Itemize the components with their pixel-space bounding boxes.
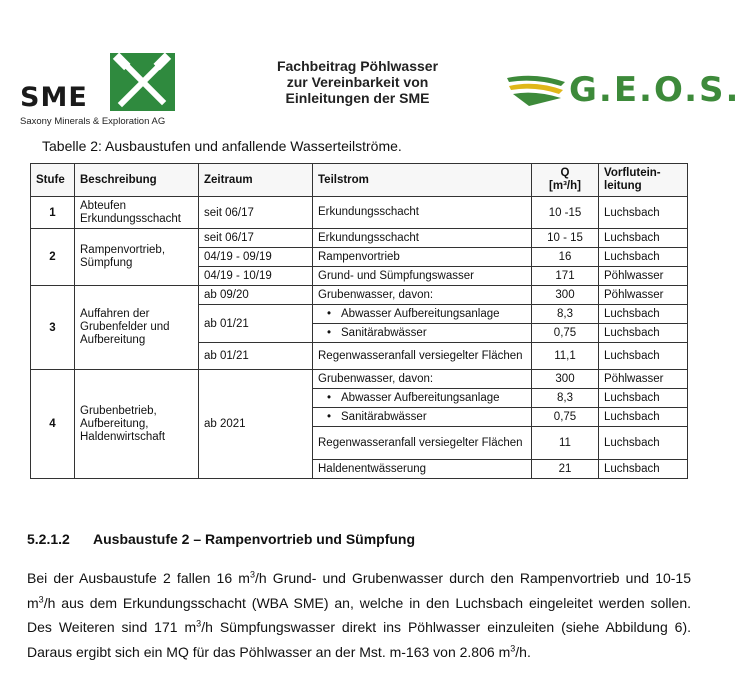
vorfluter-cell: Luchsbach <box>599 460 688 479</box>
section-title: Ausbaustufe 2 – Rampenvortrieb und Sümpfung <box>93 531 416 547</box>
sme-logo-text: SME <box>20 82 88 113</box>
table-row <box>31 286 688 305</box>
sme-company-name: Saxony Minerals & Exploration AG <box>20 116 166 127</box>
vorfluter-cell: Luchsbach <box>599 248 688 267</box>
table-caption: Tabelle 2: Ausbaustufen und anfallende Wasserteilströme. <box>42 138 402 154</box>
table-row <box>31 229 688 248</box>
teilstrom-cell <box>313 324 532 343</box>
section-number: 5.2.1.2 <box>27 531 70 547</box>
zeitraum-cell: ab 01/21 <box>199 343 313 370</box>
zeitraum-cell: 04/19 - 10/19 <box>199 267 313 286</box>
unit-per-hour: /h <box>254 570 267 586</box>
teilstrom-text: Sanitärabwässer <box>341 326 427 339</box>
teilstrom-text: Sanitärabwässer <box>341 410 427 423</box>
teilstrom-cell: Regenwasseranfall versiegelter Flächen <box>313 427 532 460</box>
zeitraum-cell: seit 06/17 <box>199 229 313 248</box>
teilstrom-cell: Grubenwasser, davon: <box>313 370 532 389</box>
column-header-stufe: Stufe <box>31 164 75 197</box>
stufe-number: 4 <box>31 370 75 479</box>
bullet-icon: • <box>327 326 332 339</box>
unit-base: m <box>498 644 511 661</box>
body-paragraph <box>27 566 691 665</box>
stufe-description: Auffahren der Grubenfelder und Aufbereitung <box>75 286 199 370</box>
table-row <box>31 197 688 229</box>
table-header-row <box>31 164 688 197</box>
q-cell: 8,3 <box>532 305 599 324</box>
unit-exponent: 3 <box>38 594 44 605</box>
column-header-teilstrom: Teilstrom <box>313 164 532 197</box>
q-cell: 0,75 <box>532 324 599 343</box>
q-cell: 21 <box>532 460 599 479</box>
teilstrom-text: Abwasser Aufbereitungsanlage <box>341 391 500 404</box>
teilstrom-cell <box>313 408 532 427</box>
bullet-icon: • <box>327 391 332 404</box>
stufe-number: 1 <box>31 197 75 229</box>
unit-base: m <box>27 594 39 611</box>
zeitraum-cell: seit 06/17 <box>199 197 313 229</box>
zeitraum-cell: 04/19 - 09/19 <box>199 248 313 267</box>
vorfluter-cell: Luchsbach <box>599 408 688 427</box>
doc-title-line: zur Vereinbarkeit von <box>286 74 429 90</box>
crossed-hammers-icon <box>110 53 175 111</box>
doc-title-line: Fachbeitrag Pöhlwasser <box>276 58 439 74</box>
doc-title-line: Einleitungen der SME <box>285 90 430 106</box>
text-fragment: . <box>526 644 531 661</box>
stufe-description: Grubenbetrieb, Aufbereitung, Haldenwirtschaft <box>75 370 199 479</box>
zeitraum-cell: ab 01/21 <box>199 305 313 343</box>
unit-m3h <box>499 644 527 660</box>
unit-per-hour: /h <box>201 619 213 636</box>
unit-exponent: 3 <box>196 618 202 629</box>
teilstrom-cell: Rampenvortrieb <box>313 248 532 267</box>
geos-logo <box>505 70 740 110</box>
vorfluter-cell: Luchsbach <box>599 324 688 343</box>
unit-per-hour: /h <box>43 594 56 611</box>
teilstrom-text: Abwasser Aufbereitungsanlage <box>341 307 500 320</box>
vorfluter-cell: Luchsbach <box>599 229 688 248</box>
unit-m3h <box>27 595 55 611</box>
teilstrom-cell: Regenwasseranfall versiegelter Flächen <box>313 343 532 370</box>
teilstrom-cell: Grund- und Sümpfungswasser <box>313 267 532 286</box>
unit-per-hour: /h <box>515 644 527 661</box>
unit-exponent: 3 <box>510 643 516 654</box>
teilstrom-cell: Erkundungsschacht <box>313 229 532 248</box>
stufe-number: 3 <box>31 286 75 370</box>
stufe-description: Abteufen Erkundungsschacht <box>75 197 199 229</box>
vorfluter-cell: Luchsbach <box>599 197 688 229</box>
stufe-number: 2 <box>31 229 75 286</box>
unit-m3h <box>238 570 266 586</box>
vorfluter-cell: Luchsbach <box>599 389 688 408</box>
q-cell: 8,3 <box>532 389 599 408</box>
q-cell: 16 <box>532 248 599 267</box>
column-header-zeitraum: Zeitraum <box>199 164 313 197</box>
q-cell: 10 -15 <box>532 197 599 229</box>
unit-exponent: 3 <box>249 569 255 580</box>
geos-logo-text: G.E.O.S. <box>569 70 740 110</box>
unit-base: m <box>184 619 197 636</box>
zeitraum-cell: ab 09/20 <box>199 286 313 305</box>
document-title <box>250 58 465 106</box>
bullet-icon: • <box>327 307 332 320</box>
table-row <box>31 370 688 389</box>
stufe-description: Rampenvortrieb, Sümpfung <box>75 229 199 286</box>
text-fragment: aus dem Erkundungsschacht (WBA SME) an, welche in den Luchsbach eingeleitet werden sollen. Des Weiteren sind 171 <box>27 594 691 636</box>
q-cell: 11,1 <box>532 343 599 370</box>
text-fragment: Grund- und Grubenwasser durch den Rampenvortrieb und 10-15 <box>266 570 691 586</box>
unit-m3h <box>185 619 213 635</box>
vorfluter-cell: Pöhlwasser <box>599 370 688 389</box>
q-label: Q <box>560 167 570 179</box>
q-unit: [m³/h] <box>549 180 581 192</box>
water-streams-table <box>30 163 688 479</box>
zeitraum-cell: ab 2021 <box>199 370 313 479</box>
bullet-icon: • <box>327 410 332 423</box>
text-fragment: Bei der Ausbaustufe 2 fallen 16 <box>27 570 239 586</box>
q-cell: 171 <box>532 267 599 286</box>
section-heading <box>27 531 415 547</box>
column-header-vorfluter <box>599 164 688 197</box>
vorfluter-label-line2: leitung <box>604 180 642 192</box>
teilstrom-cell: Grubenwasser, davon: <box>313 286 532 305</box>
column-header-beschreibung: Beschreibung <box>75 164 199 197</box>
teilstrom-cell: Haldenentwässerung <box>313 460 532 479</box>
unit-base: m <box>238 570 250 586</box>
vorfluter-label-line1: Vorflutein- <box>604 167 661 179</box>
sme-logo <box>20 50 180 130</box>
q-cell: 300 <box>532 286 599 305</box>
vorfluter-cell: Pöhlwasser <box>599 267 688 286</box>
q-cell: 10 - 15 <box>532 229 599 248</box>
teilstrom-cell: Erkundungsschacht <box>313 197 532 229</box>
teilstrom-cell <box>313 389 532 408</box>
q-cell: 0,75 <box>532 408 599 427</box>
geos-swoosh-icon <box>505 70 567 108</box>
section-body <box>27 566 691 665</box>
vorfluter-cell: Luchsbach <box>599 305 688 324</box>
q-cell: 300 <box>532 370 599 389</box>
vorfluter-cell: Luchsbach <box>599 343 688 370</box>
q-cell: 11 <box>532 427 599 460</box>
teilstrom-cell <box>313 305 532 324</box>
text-fragment: Sümpfungswasser direkt ins Pöhlwasser einzuleiten (siehe Abbildung 6). Daraus ergibt sich ein MQ für das Pöhlwasser an der Mst. m-163 von 2.806 <box>27 619 692 661</box>
column-header-q <box>532 164 599 197</box>
vorfluter-cell: Pöhlwasser <box>599 286 688 305</box>
vorfluter-cell: Luchsbach <box>599 427 688 460</box>
